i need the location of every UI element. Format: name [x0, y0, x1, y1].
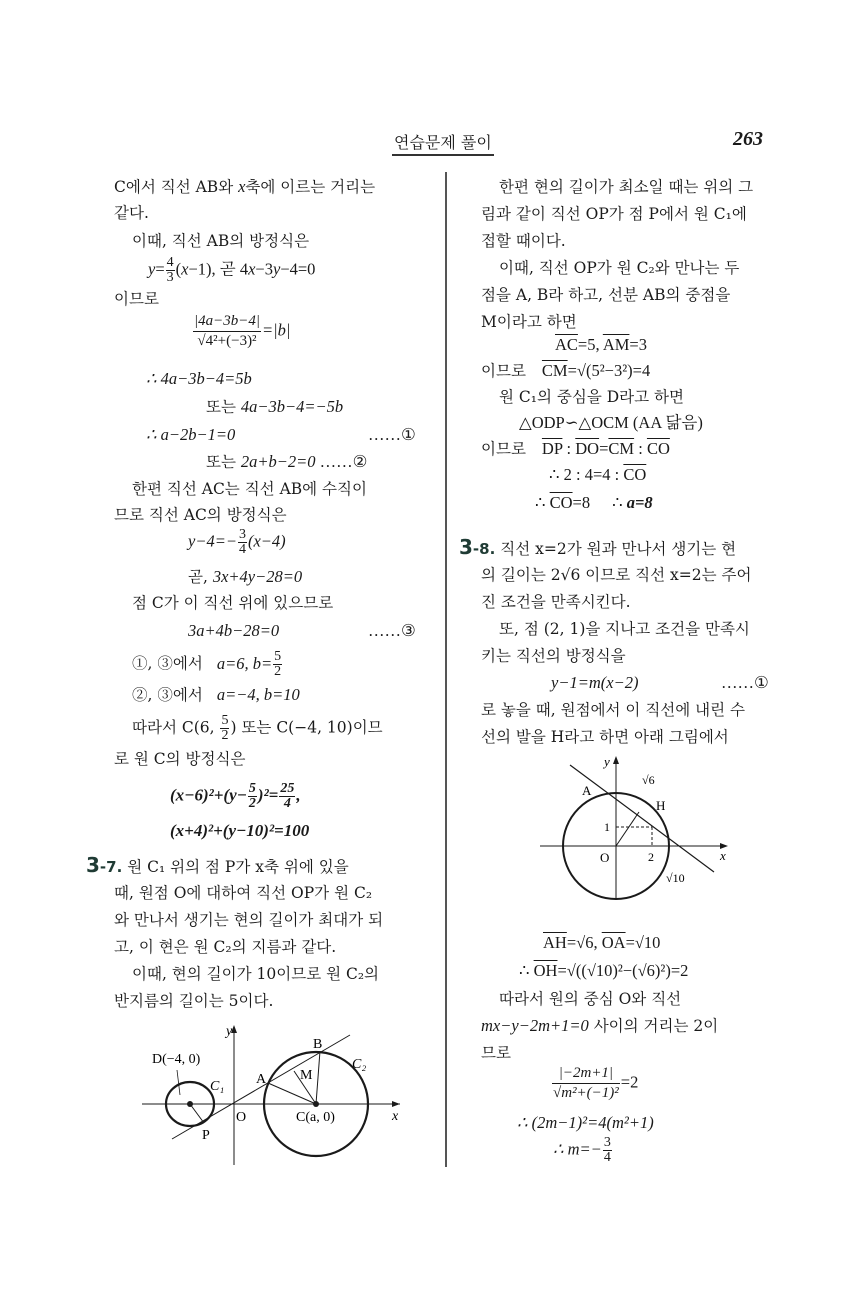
text-line: 선의 발을 H라고 하면 아래 그림에서 — [481, 728, 729, 746]
text-line: 점 C가 이 직선 위에 있으므로 — [132, 594, 334, 612]
text-line: 때, 원점 O에 대하여 직선 OP가 원 C₂ — [114, 884, 373, 902]
text-line: 이때, 직선 OP가 원 C₂와 만나는 두 — [499, 259, 740, 277]
text-line: 므로 직선 AC의 방정식은 — [114, 506, 287, 524]
text-line: 키는 직선의 방정식을 — [481, 647, 626, 665]
text-line: 진 조건을 만족시킨다. — [481, 593, 631, 611]
text-line: 고, 이 현은 원 C₂의 지름과 같다. — [114, 938, 337, 956]
figure-3-8-diagram — [540, 750, 740, 900]
svg-text:1: 1 — [604, 820, 610, 834]
equation-line: ∴ 2 : 4=4 : $\overline{CO}$ — [549, 465, 647, 484]
equation-line: ∴ (2m−1)²=4(m²+1) — [517, 1113, 654, 1132]
text-line: 원 C₁의 중심을 D라고 하면 — [499, 388, 684, 406]
text-line: 의 길이는 2√6 이므로 직선 x=2는 주어 — [481, 566, 752, 584]
problem-number-3-8: 3-8. — [459, 535, 496, 559]
answer-circle-1: (x−6)²+(y− $\frac{5}{2}$ )²= $\frac{25}{4}$ , — [170, 781, 301, 811]
equation-line: ∴ 4a−3b−4=5b — [146, 369, 252, 388]
svg-text:B: B — [313, 1037, 323, 1052]
distance-equation: $\frac{|4a-3b-4|}{\text{√4²+(−3)²}}$ =|b| — [194, 313, 291, 349]
equation-line: $\overline{AC}=5$, $\overline{AM}=3$ — [555, 335, 647, 354]
text-line: 와 만나서 생기는 현의 길이가 최대가 되 — [114, 911, 384, 929]
section-title: 연습문제 풀이 — [392, 130, 494, 156]
column-divider — [445, 172, 447, 1167]
text-line: 접할 때이다. — [481, 232, 566, 250]
text-line: 한편 직선 AC는 직선 AB에 수직이 — [132, 480, 367, 498]
text-line: 따라서 C(6, $\frac{5}{2}$ ) 또는 C(−4, 10)이므 — [132, 713, 383, 743]
svg-text:√10: √10 — [666, 871, 685, 885]
equation-line: 이므로 $\overline{CM}=√(5^2-3^2)=4$ — [481, 361, 651, 380]
solution-2: ②, ③에서 a=−4, b=10 — [132, 685, 300, 704]
svg-text:C(a, 0): C(a, 0) — [296, 1110, 335, 1125]
text-line: 로 원 C의 방정식은 — [114, 750, 246, 768]
equation-ab: y= $\frac{4}{3}$ (x−1), 곧 4x−3y−4=0 — [148, 255, 316, 285]
text-line: 한편 현의 길이가 최소일 때는 위의 그 — [499, 178, 754, 196]
text-line: 로 놓을 때, 원점에서 이 직선에 내린 수 — [481, 701, 746, 719]
equation-line: $\overline{AH}=√6$, $\overline{OA}=√10$ — [543, 933, 661, 952]
svg-text:D(−4, 0): D(−4, 0) — [152, 1052, 201, 1067]
equation-3: 3a+4b−28=0 ……③ — [188, 621, 416, 640]
svg-text:M: M — [300, 1068, 313, 1083]
svg-text:√6: √6 — [642, 773, 655, 787]
equation-line-1: y−1=m(x−2) ……① — [551, 673, 769, 692]
text-line: 반지름의 길이는 5이다. — [114, 992, 274, 1010]
svg-text:x: x — [720, 848, 726, 863]
svg-text:x: x — [392, 1109, 399, 1124]
text-line: 림과 같이 직선 OP가 점 P에서 원 C₁에 — [481, 205, 747, 223]
svg-text:2: 2 — [648, 850, 654, 864]
answer-line: ∴ $\overline{CO}=8$ ∴ a=8 — [535, 493, 653, 512]
answer-line: ∴ m=− $\frac{3}{4}$ — [553, 1135, 611, 1165]
solution-1: ①, ③에서 a=6, b= $\frac{5}{2}$ — [132, 649, 282, 679]
text-line: M이라고 하면 — [481, 313, 577, 331]
svg-text:H: H — [656, 798, 666, 813]
svg-text:A: A — [582, 783, 592, 798]
svg-text:P: P — [202, 1128, 210, 1143]
svg-text:y: y — [604, 754, 610, 769]
equation-line: 또는 4a−3b−4=−5b — [206, 397, 344, 416]
answer-circle-2: (x+4)²+(y−10)²=100 — [170, 821, 310, 840]
figure-3-7-diagram — [130, 1015, 420, 1175]
svg-text:O: O — [600, 850, 610, 865]
equation-line: 곧, 3x+4y−28=0 — [188, 567, 303, 586]
text-line: mx−y−2m+1=0 사이의 거리는 2이 — [481, 1016, 719, 1035]
problem-3-7-line: 3-7. 원 C₁ 위의 점 P가 x축 위에 있을 — [86, 853, 349, 877]
distance-equation: $\frac{|-2m+1|}{\text{√m²+(−1)²}}$ =2 — [553, 1065, 639, 1101]
equation-ac: y−4=− $\frac{3}{4}$ (x−4) — [188, 527, 286, 557]
text-line: 이므로 — [114, 290, 159, 308]
text-line: 따라서 원의 중심 O와 직선 — [499, 990, 682, 1008]
svg-text:A: A — [256, 1072, 267, 1087]
text-line: 같다. — [114, 204, 149, 222]
text-line: C에서 직선 AB와 x축에 이르는 거리는 — [114, 177, 376, 196]
problem-3-8-line: 3-8. 직선 x=2가 원과 만나서 생기는 현 — [459, 535, 737, 559]
text-line: 이때, 직선 AB의 방정식은 — [132, 232, 310, 250]
svg-text:C₁: C₁ — [210, 1079, 225, 1094]
equation-2: 또는 2a+b−2=0 ……② — [206, 452, 368, 471]
text-line: 또, 점 (2, 1)을 지나고 조건을 만족시 — [499, 620, 750, 638]
text-line: 므로 — [481, 1044, 511, 1062]
text-line: 이때, 현의 길이가 10이므로 원 C₂의 — [132, 965, 380, 983]
equation-line: ∴ $\overline{OH}=√((√10)^2-(√6)^2)=2$ — [519, 961, 689, 980]
svg-text:O: O — [236, 1110, 247, 1125]
problem-number-3-7: 3-7. — [86, 853, 123, 877]
similarity-statement: △ODP∽△OCM (AA 닮음) — [519, 413, 703, 432]
page-number: 263 — [733, 128, 763, 150]
svg-text:C₂: C₂ — [352, 1057, 367, 1072]
ratio-equation: 이므로 $\overline{DP}$ : $\overline{DO}=\overline{CM}$ : $\overline{CO}$ — [481, 439, 670, 458]
text-line: 점을 A, B라 하고, 선분 AB의 중점을 — [481, 286, 731, 304]
equation-1: ∴ a−2b−1=0 ……① — [146, 425, 416, 444]
svg-text:y: y — [226, 1024, 233, 1039]
